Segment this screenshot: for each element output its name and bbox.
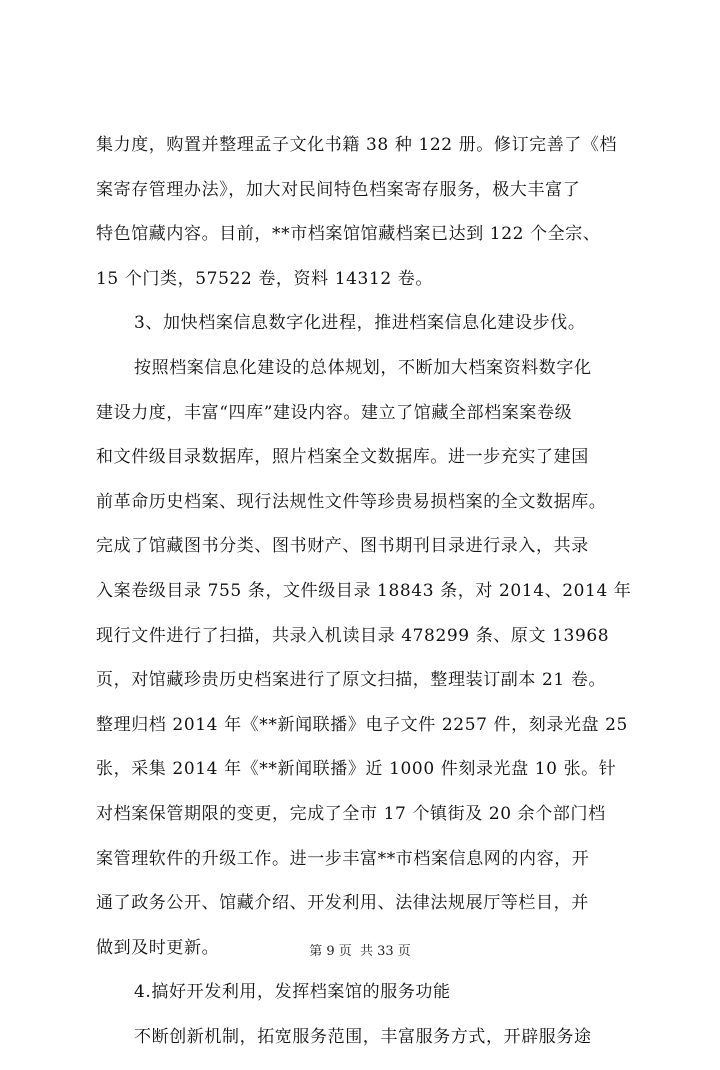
text-line: 15 个门类，57522 卷，资料 14312 卷。 [96,268,434,289]
text-line: 集力度，购置并整理孟子文化书籍 38 种 122 册。修订完善了《档 [96,135,618,155]
text-line: 案管理软件的升级工作。进一步丰富**市档案信息网的内容，开 [96,848,590,869]
text-line: 特色馆藏内容。目前，**市档案馆馆藏档案已达到 122 个全宗、 [96,224,601,245]
text-line: 通了政务公开、馆藏介绍、开发利用、法律法规展厅等栏目，并 [96,893,589,914]
text-line: 和文件级目录数据库，照片档案全文数据库。进一步充实了建国 [96,447,589,468]
text-line: 不断创新机制，拓宽服务范围，丰富服务方式，开辟服务途 [134,1026,592,1047]
text-line: 完成了馆藏图书分类、图书财产、图书期刊目录进行录入，共录 [96,536,589,557]
text-line: 做到及时更新。 [96,937,220,958]
text-line: 入案卷级目录 755 条，文件级目录 18843 条，对 2014、2014 年 [96,580,632,601]
section-heading: 4.搞好开发利用，发挥档案馆的服务功能 [134,982,451,1003]
text-line: 建设力度，丰富“四库”建设内容。建立了馆藏全部档案案卷级 [96,402,573,423]
document-body [96,134,636,1070]
text-line: 张，采集 2014 年《**新闻联播》近 1000 件刻录光盘 10 张。针 [96,759,617,780]
text-line: 前革命历史档案、现行法规性文件等珍贵易损档案的全文数据库。 [96,491,607,512]
page-footer [0,940,720,959]
page-number: 第 9 页 共 33 页 [309,944,411,959]
text-line: 对档案保管期限的变更，完成了全市 17 个镇街及 20 余个部门档 [96,803,606,824]
text-line: 页，对馆藏珍贵历史档案进行了原文扫描，整理装订副本 21 卷。 [96,670,607,691]
section-heading: 3、加快档案信息数字化进程，推进档案信息化建设步伐。 [134,313,586,334]
text-line: 整理归档 2014 年《**新闻联播》电子文件 2257 件，刻录光盘 25 [96,714,628,735]
text-line: 按照档案信息化建设的总体规划，不断加大档案资料数字化 [134,357,592,378]
text-line: 案寄存管理办法》，加大对民间特色档案寄存服务，极大丰富了 [96,179,581,200]
text-line: 现行文件进行了扫描，共录入机读目录 478299 条、原文 13968 [96,625,610,646]
